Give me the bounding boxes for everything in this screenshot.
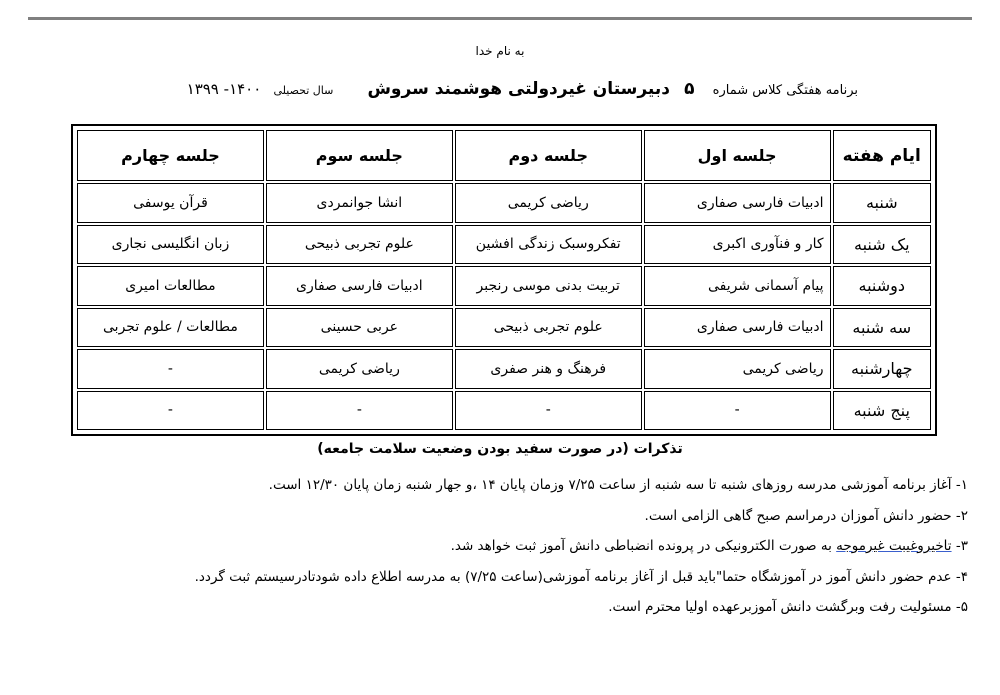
notes-list bbox=[28, 470, 968, 623]
session-cell: ادبیات فارسی صفاری bbox=[266, 266, 453, 306]
session-cell: مطالعات / علوم تجربی bbox=[77, 308, 264, 348]
header-days: ایام هفته bbox=[833, 130, 931, 181]
bismillah: به نام خدا bbox=[475, 44, 525, 58]
session-cell: زبان انگلیسی نجاری bbox=[77, 225, 264, 265]
session-cell: قرآن یوسفی bbox=[77, 183, 264, 223]
header-session-3: جلسه سوم bbox=[266, 130, 453, 181]
day-cell: دوشنبه bbox=[833, 266, 931, 306]
notes-title: تذکرات (در صورت سفید بودن وضعیت سلامت جامعه) bbox=[317, 441, 683, 457]
session-cell: - bbox=[77, 349, 264, 389]
session-cell: عربی حسینی bbox=[266, 308, 453, 348]
table-row bbox=[77, 308, 931, 348]
session-cell: مطالعات امیری bbox=[77, 266, 264, 306]
year-label: سال تحصیلی bbox=[273, 84, 334, 97]
session-cell: ادبیات فارسی صفاری bbox=[644, 183, 831, 223]
session-cell: پیام آسمانی شریفی bbox=[644, 266, 831, 306]
table-row bbox=[77, 391, 931, 431]
school-name: دبیرستان غیردولتی هوشمند سروش bbox=[367, 79, 670, 99]
table-row bbox=[77, 183, 931, 223]
note-item: ۵- مسئولیت رفت وبرگشت دانش آموزبرعهده اولیا محترم است. bbox=[608, 599, 968, 615]
top-rule bbox=[28, 17, 972, 20]
page-title bbox=[187, 79, 858, 99]
year-value: ۱۴۰۰- ۱۳۹۹ bbox=[186, 80, 262, 98]
session-cell: تربیت بدنی موسی رنجبر bbox=[455, 266, 642, 306]
day-cell: چهارشنبه bbox=[833, 349, 931, 389]
table-row bbox=[77, 349, 931, 389]
session-cell: ریاضی کریمی bbox=[644, 349, 831, 389]
note-text: به صورت الکترونیکی در پرونده انضباطی دانش آموز ثبت خواهد شد. bbox=[450, 538, 832, 554]
day-cell: یک شنبه bbox=[833, 225, 931, 265]
note-item: ۴- عدم حضور دانش آموز در آموزشگاه حتما"باید قبل از آغاز برنامه آموزشی(ساعت ۷/۲۵) به مدرسه اطلاع داده شودتادرسیستم ثبت گردد. bbox=[194, 568, 968, 585]
session-cell: - bbox=[644, 391, 831, 431]
class-number: ۵ bbox=[684, 79, 695, 99]
day-cell: سه شنبه bbox=[833, 308, 931, 348]
session-cell: - bbox=[455, 391, 642, 431]
note-item: ۱- آغاز برنامه آموزشی مدرسه روزهای شنبه تا سه شنبه از ساعت ۷/۲۵ وزمان پایان ۱۴ ،و جهار شنبه زمان پایان ۱۲/۳۰ است. bbox=[268, 477, 968, 493]
header-session-4: جلسه چهارم bbox=[77, 130, 264, 181]
note-item bbox=[28, 531, 968, 562]
note-underlined-term: تاخیروغیبت غیرموجه bbox=[836, 538, 952, 554]
session-cell: انشا جوانمردی bbox=[266, 183, 453, 223]
table-row bbox=[77, 225, 931, 265]
session-cell: کار و فنآوری اکبری bbox=[644, 225, 831, 265]
schedule-table bbox=[75, 128, 933, 432]
session-cell: ادبیات فارسی صفاری bbox=[644, 308, 831, 348]
session-cell: - bbox=[266, 391, 453, 431]
table-header-row bbox=[77, 130, 931, 181]
header-session-1: جلسه اول bbox=[644, 130, 831, 181]
schedule-table-frame bbox=[71, 124, 937, 436]
program-label: برنامه هفتگی کلاس شماره bbox=[712, 83, 858, 98]
header-session-2: جلسه دوم bbox=[455, 130, 642, 181]
session-cell: ریاضی کریمی bbox=[455, 183, 642, 223]
session-cell: ریاضی کریمی bbox=[266, 349, 453, 389]
day-cell: شنبه bbox=[833, 183, 931, 223]
session-cell: - bbox=[77, 391, 264, 431]
session-cell: علوم تجربی ذبیحی bbox=[455, 308, 642, 348]
session-cell: فرهنگ و هنر صفری bbox=[455, 349, 642, 389]
day-cell: پنج شنبه bbox=[833, 391, 931, 431]
note-item: ۲- حضور دانش آموزان درمراسم صبح گاهی الزامی است. bbox=[644, 507, 968, 524]
session-cell: تفکروسبک زندگی افشین bbox=[455, 225, 642, 265]
table-row bbox=[77, 266, 931, 306]
session-cell: علوم تجربی ذبیحی bbox=[266, 225, 453, 265]
note-number: ۳- bbox=[951, 538, 968, 554]
